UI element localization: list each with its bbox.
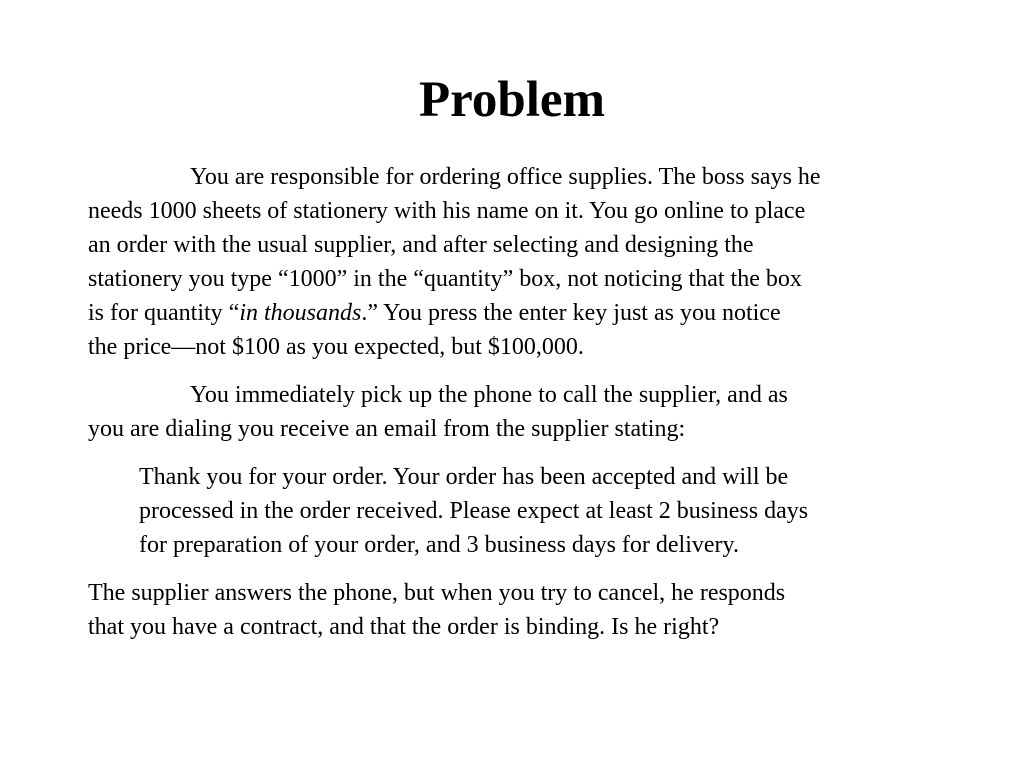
paragraph-scenario-text-end: .” You press the enter key just as you notice the price—not $100 as you expected, but $100,000. (88, 300, 781, 360)
paragraph-scenario (88, 160, 950, 364)
paragraph-phone-call: You immediately pick up the phone to call the supplier, and as you are dialing you receive an email from the supplier stating: (88, 382, 788, 442)
slide-title: Problem (418, 72, 606, 128)
paragraph-scenario-italic: in thousands (239, 300, 362, 326)
email-quote: Thank you for your order. Your order has been accepted and will be processed in the order received. Please expect at least 2 business days for preparation of your order, and 3 business days for delivery. (139, 464, 809, 558)
paragraph-scenario-text-start: You are responsible for ordering office supplies. The boss says he needs 1000 sheets of stationery with his name on it. You go online to place an order with the usual supplier, and after selecting and designing the stationery you type “1000” in the “quantity” box, not noticing that the box is for quantity “ (88, 164, 821, 326)
paragraph-question: The supplier answers the phone, but when you try to cancel, he responds that you have a contract, and that the order is binding. Is he right? (88, 580, 786, 640)
slide-body (88, 160, 950, 658)
